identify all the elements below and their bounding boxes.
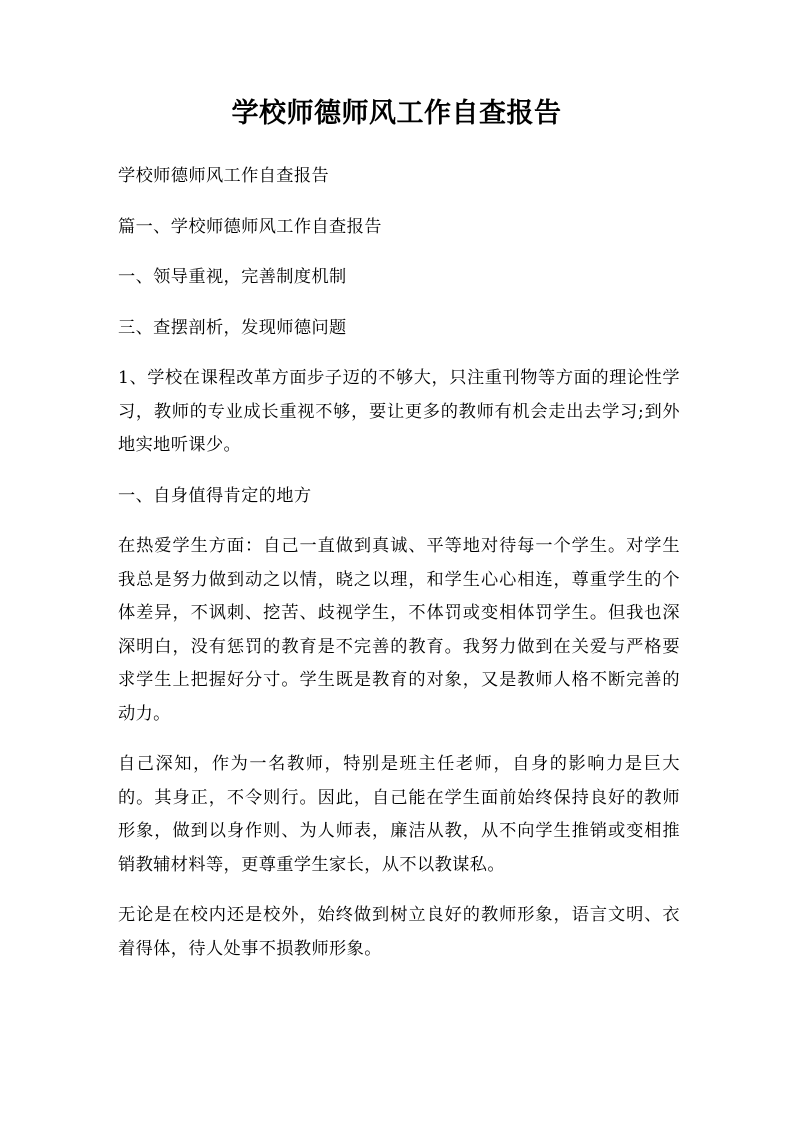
paragraph-item-1: 1、学校在课程改革方面步子迈的不够大，只注重刊物等方面的理论性学习，教师的专业成长重视不够，要让更多的教师有机会走出去学习;到外地实地听课少。	[118, 368, 680, 455]
paragraph-heading-strengths: 一、自身值得肯定的地方	[118, 485, 312, 506]
paragraph-subtitle: 学校师德师风工作自查报告	[118, 166, 330, 186]
paragraph-caring-students: 在热爱学生方面：自己一直做到真诚、平等地对待每一个学生。对学生我总是努力做到动之以情，晓之以理，和学生心心相连，尊重学生的个体差异，不讽刺、挖苦、歧视学生，不体罚或变相体罚学生。但我也深深明白，没有惩罚的教育是不完善的教育。我努力做到在关爱与严格要求学生上把握好分寸。学生既是教育的对象，又是教师人格不断完善的动力。	[118, 536, 680, 724]
paragraph-teacher-influence: 自己深知，作为一名教师，特别是班主任老师，自身的影响力是巨大的。其身正，不令则行。因此，自己能在学生面前始终保持良好的教师形象，做到以身作则、为人师表，廉洁从教，从不向学生推销或变相推销教辅材料等，更尊重学生家长，从不以教谋私。	[118, 754, 680, 875]
paragraph-heading-leadership: 一、领导重视，完善制度机制	[118, 267, 347, 287]
paragraph-heading-problems: 三、查摆剖析，发现师德问题	[118, 317, 347, 338]
paragraph-teacher-image: 无论是在校内还是校外，始终做到树立良好的教师形象，语言文明、衣着得体，待人处事不损教师形象。	[118, 905, 680, 959]
paragraph-section-heading: 篇一、学校师德师风工作自查报告	[118, 216, 382, 237]
document-body	[118, 160, 680, 983]
document-title: 学校师德师风工作自查报告	[231, 98, 562, 129]
